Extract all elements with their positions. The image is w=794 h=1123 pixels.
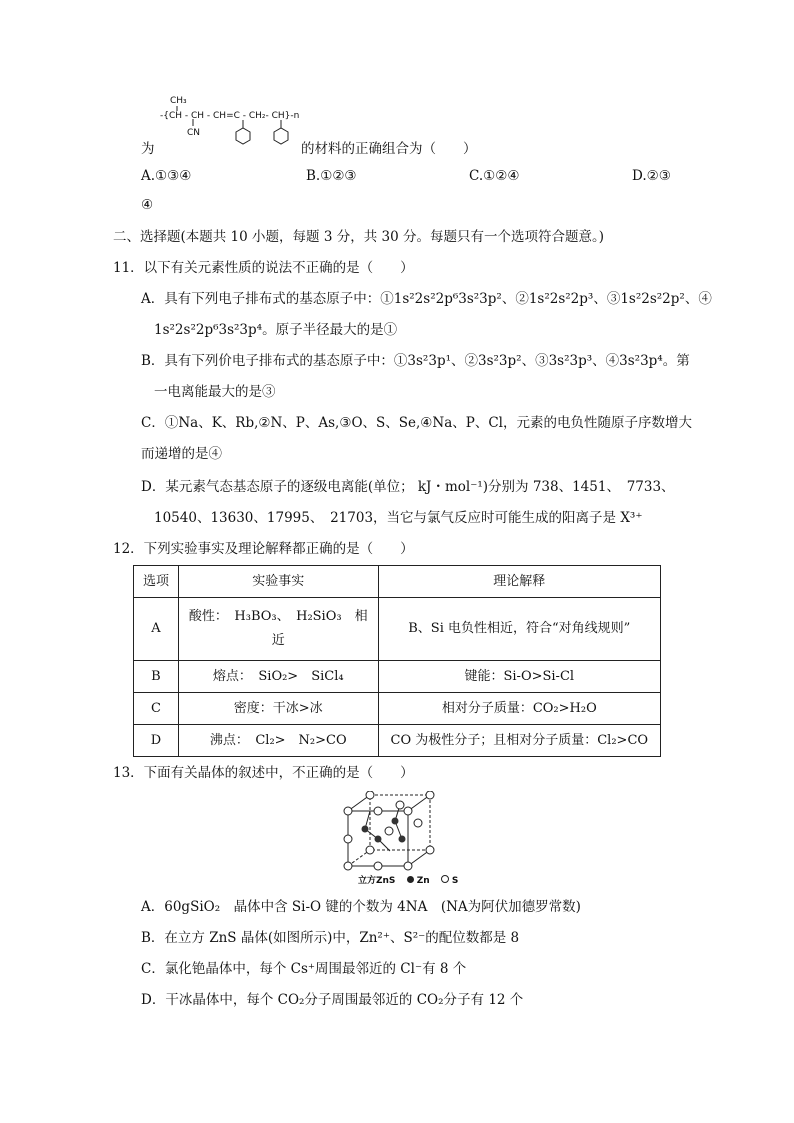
q10-option-b: B.①②③ <box>306 168 357 184</box>
q12-stem: 12．下列实验事实及理论解释都正确的是（ ） <box>113 541 414 557</box>
q10-option-d-wrap: ④ <box>141 197 154 213</box>
figure-caption-text: 立方ZnS <box>358 876 396 886</box>
q13-option-a: A．60gSiO₂ 晶体中含 Si-O 键的个数为 4NA (NA为阿伏加德罗常数) <box>141 899 581 915</box>
q13-option-b: B．在立方 ZnS 晶体(如图所示)中，Zn²⁺、S²⁻的配位数都是 8 <box>141 930 520 946</box>
row-theory: 相对分子质量：CO₂>H₂O <box>378 693 660 725</box>
row-fact: 密度：干冰>冰 <box>178 693 378 725</box>
q11-option-b-line1: B．具有下列价电子排布式的基态原子中：①3s²3p¹、②3s²3p²、③3s²3p³、④3s²3p⁴。第 <box>141 353 690 369</box>
section-heading: 二、选择题(本题共 10 小题，每题 3 分，共 30 分。每题只有一个选项符合题意。) <box>113 229 604 245</box>
row-option: C <box>134 693 179 725</box>
row-fact <box>178 598 378 661</box>
row-option: A <box>134 598 179 661</box>
table-row <box>134 693 661 725</box>
table-row <box>134 598 661 661</box>
q13-stem: 13．下面有关晶体的叙述中，不正确的是（ ） <box>113 765 414 781</box>
zns-unit-cell-drawing <box>340 791 450 871</box>
polymer-formula <box>160 96 300 154</box>
formula-cn: CN <box>187 128 201 138</box>
q11-option-d-line2: 10540、13630、17995、 21703，当它与氯气反应时可能生成的阳离子是 X³⁺ <box>154 510 643 526</box>
q10-option-d: D.②③ <box>632 168 671 184</box>
header-fact: 实验事实 <box>178 566 378 598</box>
row-option: B <box>134 661 179 693</box>
table-header-row <box>134 566 661 598</box>
q11-option-c-line2: 而递增的是④ <box>141 446 222 462</box>
table-row <box>134 725 661 757</box>
q11-option-a-line2: 1s²2s²2p⁶3s²3p⁴。原子半径最大的是① <box>154 322 398 338</box>
q13-option-c: C．氯化铯晶体中，每个 Cs⁺周围最邻近的 Cl⁻有 8 个 <box>141 961 467 977</box>
zns-crystal-figure <box>340 791 459 891</box>
row-theory: CO 为极性分子；且相对分子质量：Cl₂>CO <box>378 725 660 757</box>
q10-option-c: C.①②④ <box>469 168 520 184</box>
legend-zn-label: Zn <box>416 876 430 886</box>
experiment-table <box>133 565 661 757</box>
row-fact-line1: 酸性： H₃BO₃、 H₂SiO₃ 相 <box>188 609 368 624</box>
legend-s-label: S <box>451 876 459 886</box>
formula-chain: -{CH - CH - CH=C - CH₂- CH}-n <box>160 111 300 121</box>
q11-option-c-line1: C．①Na、K、Rb,②N、P、As,③O、S、Se,④Na、P、Cl，元素的电负性随原子序数增大 <box>141 415 692 431</box>
header-theory: 理论解释 <box>378 566 660 598</box>
q11-option-a-line1: A．具有下列电子排布式的基态原子中：①1s²2s²2p⁶3s²3p²、②1s²2s²2p³、③1s²2s²2p²、④ <box>141 291 712 307</box>
q11-option-d-line1: D．某元素气态基态原子的逐级电离能(单位； kJ・mol⁻¹)分别为 738、1451、 7733、 <box>141 479 675 495</box>
q10-suffix: 的材料的正确组合为（ ） <box>301 141 477 157</box>
q10-option-a: A.①③④ <box>141 168 192 184</box>
q13-option-d: D．干冰晶体中，每个 CO₂分子周围最邻近的 CO₂分子有 12 个 <box>141 992 524 1008</box>
s-legend-icon <box>441 875 449 883</box>
row-option: D <box>134 725 179 757</box>
row-theory: B、Si 电负性相近，符合“对角线规则” <box>378 598 660 661</box>
q11-option-b-line2: 一电离能最大的是③ <box>154 384 276 400</box>
row-fact: 沸点： Cl₂> N₂>CO <box>178 725 378 757</box>
header-option: 选项 <box>134 566 179 598</box>
q10-prefix: 为 <box>141 141 155 157</box>
q11-stem: 11．以下有关元素性质的说法不正确的是（ ） <box>113 260 414 276</box>
table-row <box>134 661 661 693</box>
row-fact-line2: 近 <box>271 633 285 648</box>
zn-legend-icon <box>407 876 414 883</box>
row-fact: 熔点： SiO₂> SiCl₄ <box>178 661 378 693</box>
figure-caption <box>358 873 458 886</box>
row-theory: 键能：Si-O>Si-Cl <box>378 661 660 693</box>
formula-ch3: CH₃ <box>170 96 187 106</box>
